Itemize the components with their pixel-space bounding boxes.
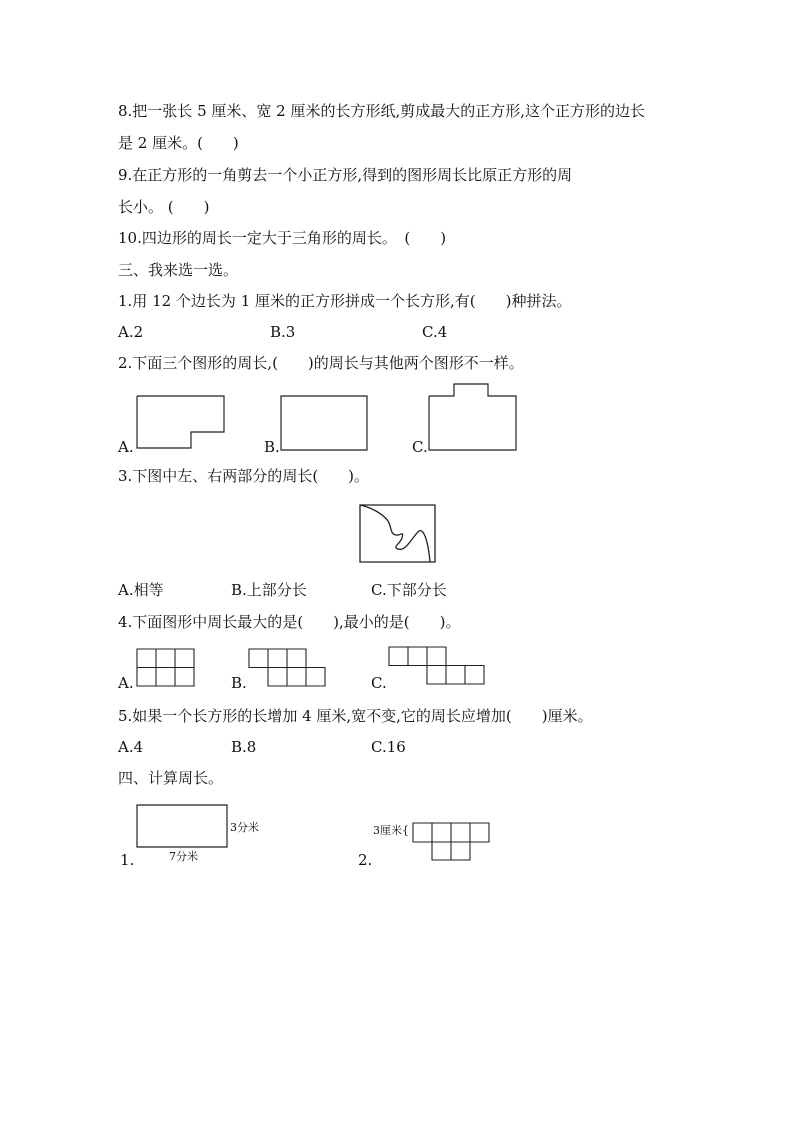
s4-figure-1-label: 1. <box>120 851 135 869</box>
s4-figure-2-label: 2. <box>358 851 373 869</box>
s4-figure-1-rectangle <box>134 802 230 850</box>
section3-title: 三、我来选一选。 <box>118 261 239 279</box>
section4-title: 四、计算周长。 <box>118 769 224 787</box>
s3q3-question: 3.下图中左、右两部分的周长( )。 <box>118 467 370 485</box>
q9-line1: 9.在正方形的一角剪去一个小正方形,得到的图形周长比原正方形的周 <box>118 166 573 184</box>
s3q3-figure <box>356 501 440 565</box>
s3q4-figure-b <box>246 646 330 688</box>
s3q3-option-a: A.相等 <box>118 581 164 599</box>
s3q2-figure-c <box>424 378 522 456</box>
s3q1-question: 1.用 12 个边长为 1 厘米的正方形拼成一个长方形,有( )种拼法。 <box>118 292 572 310</box>
s3q2-figure-b <box>276 392 372 456</box>
q10: 10.四边形的周长一定大于三角形的周长。 ( ) <box>118 229 447 247</box>
s4-figure-2-grid <box>410 820 494 862</box>
q8-line1: 8.把一张长 5 厘米、宽 2 厘米的长方形纸,剪成最大的正方形,这个正方形的边长 <box>118 102 646 120</box>
s3q2-label-b: B. <box>264 438 280 456</box>
s3q5-option-c: C.16 <box>371 738 406 756</box>
s3q4-figure-a <box>134 646 198 688</box>
s4-figure-1-height-label: 3分米 <box>230 821 259 834</box>
s3q4-label-b: B. <box>231 674 247 692</box>
s4-figure-2-side-label: 3厘米{ <box>373 824 409 837</box>
s3q4-question: 4.下面图形中周长最大的是( ),最小的是( )。 <box>118 613 461 631</box>
s3q3-option-c: C.下部分长 <box>371 581 447 599</box>
s4-figure-1-width-label: 7分米 <box>169 850 198 863</box>
s3q1-option-b: B.3 <box>270 323 296 341</box>
s3q5-option-a: A.4 <box>118 738 144 756</box>
q8-line2: 是 2 厘米。( ) <box>118 134 239 152</box>
s3q2-label-a: A. <box>118 438 134 456</box>
s3q3-option-b: B.上部分长 <box>231 581 307 599</box>
s3q2-figure-a <box>130 392 230 456</box>
s3q2-label-c: C. <box>412 438 428 456</box>
s3q5-option-b: B.8 <box>231 738 257 756</box>
s3q4-label-c: C. <box>371 674 387 692</box>
s3q1-option-a: A.2 <box>118 323 144 341</box>
q9-line2: 长小。 ( ) <box>118 198 210 216</box>
s3q2-question: 2.下面三个图形的周长,( )的周长与其他两个图形不一样。 <box>118 354 524 372</box>
s3q4-figure-c <box>386 644 488 688</box>
s3q1-option-c: C.4 <box>422 323 448 341</box>
s3q4-label-a: A. <box>118 674 134 692</box>
s3q5-question: 5.如果一个长方形的长增加 4 厘米,宽不变,它的周长应增加( )厘米。 <box>118 707 593 725</box>
